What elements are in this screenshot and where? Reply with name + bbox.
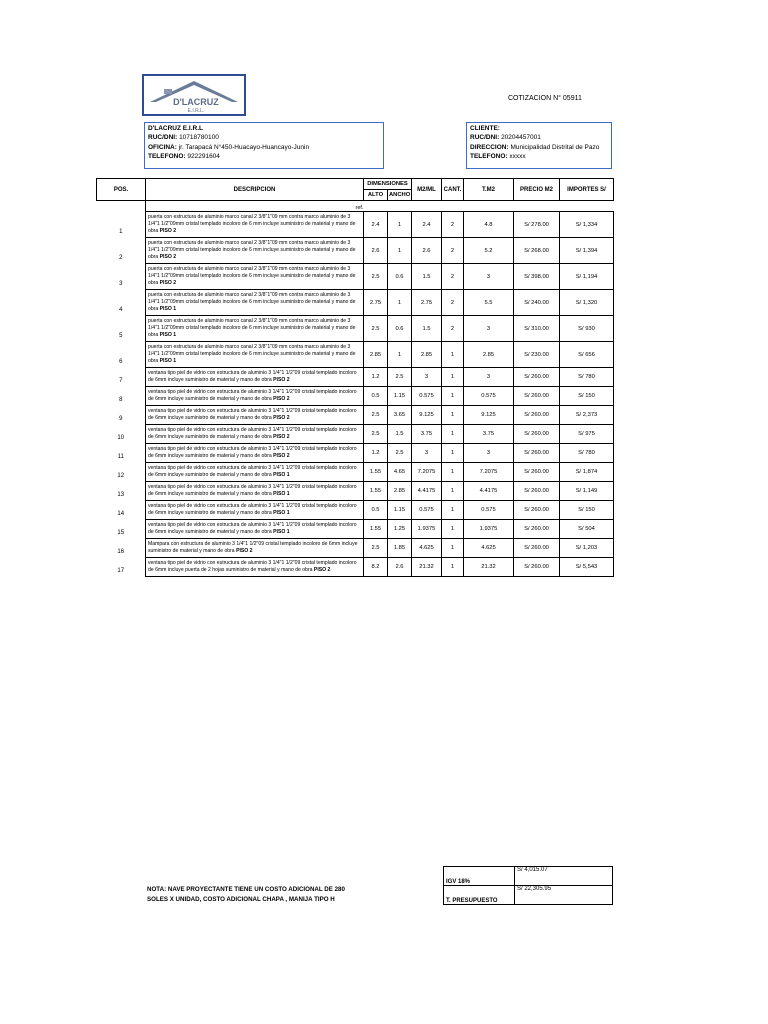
- row-pos: 11: [97, 444, 146, 463]
- row-importe: S/ 150: [560, 387, 614, 406]
- row-cant: 1: [442, 520, 464, 539]
- row-ancho: 1.15: [388, 501, 412, 520]
- row-ancho: 4.65: [388, 463, 412, 482]
- row-description: [146, 290, 364, 316]
- row-tm2: 3: [464, 368, 514, 387]
- row-tm2: 3: [464, 444, 514, 463]
- row-precio-m2: S/ 260.00: [514, 482, 560, 501]
- table-row: [97, 444, 614, 463]
- igv-label: IGV 18%: [444, 867, 515, 886]
- row-pos: 4: [97, 290, 146, 316]
- row-cant: 2: [442, 264, 464, 290]
- row-ancho: 1: [388, 238, 412, 264]
- row-m2ml: 3.75: [412, 425, 442, 444]
- client-phone: xxxxx: [509, 153, 526, 161]
- row-pos: 16: [97, 539, 146, 558]
- row-description: [146, 539, 364, 558]
- client-phone-label: TELEFONO:: [470, 153, 508, 161]
- row-floor-label: PISO 2: [159, 228, 177, 234]
- row-floor-label: PISO 2: [273, 434, 290, 440]
- row-m2ml: 1.9375: [412, 520, 442, 539]
- total-label: T. PRESUPUESTO: [444, 886, 515, 905]
- row-importe: S/ 1,334: [560, 212, 614, 238]
- row-cant: 1: [442, 482, 464, 501]
- row-floor-label: PISO 2: [236, 548, 253, 554]
- table-row: [97, 368, 614, 387]
- table-row: [97, 482, 614, 501]
- row-description-text: ventana tipo piel de vidrio con estructura de aluminio 3 1/4"1 1/2"09 cristal templado incoloro de 6mm incluye suministro de material y mano de obra: [148, 503, 357, 516]
- quote-number: COTIZACION N° 05911: [508, 95, 582, 102]
- row-precio-m2: S/ 260.00: [514, 501, 560, 520]
- row-floor-label: PISO 1: [273, 491, 290, 497]
- row-precio-m2: S/ 260.00: [514, 520, 560, 539]
- row-m2ml: 2.4: [412, 212, 442, 238]
- row-description-text: ventana tipo piel de vidrio con estructura de aluminio 3 1/4"1 1/2"09 cristal templado incoloro de 6mm incluye suministro de material y mano de obra: [148, 484, 357, 497]
- row-importe: S/ 1,203: [560, 539, 614, 558]
- row-m2ml: 0.575: [412, 501, 442, 520]
- row-pos: 14: [97, 501, 146, 520]
- client-address: Municipalidad Distrital de Pazo: [510, 143, 600, 151]
- row-pos: 8: [97, 387, 146, 406]
- row-precio-m2: S/ 230.00: [514, 342, 560, 368]
- row-cant: 2: [442, 290, 464, 316]
- row-alto: 2.5: [364, 406, 388, 425]
- row-floor-label: PISO 1: [273, 510, 290, 516]
- company-office: jr. Tarapacá N°450-Huacayo-Huancayo-Junin: [178, 143, 310, 151]
- row-precio-m2: S/ 268.00: [514, 238, 560, 264]
- client-ruc-label: RUC/DNI:: [470, 134, 500, 142]
- row-m2ml: 2.6: [412, 238, 442, 264]
- row-tm2: 3: [464, 264, 514, 290]
- row-tm2: 4.4175: [464, 482, 514, 501]
- table-row: [97, 264, 614, 290]
- row-cant: 1: [442, 539, 464, 558]
- row-cant: 1: [442, 501, 464, 520]
- row-pos: 15: [97, 520, 146, 539]
- client-title: CLIENTE:: [470, 125, 500, 132]
- row-description-text: ventana tipo piel de vidrio con estructura de aluminio 3 1/4"1 1/2"09 cristal templado incoloro de 6mm incluye suministro de material y mano de obra: [148, 389, 357, 402]
- row-description: [146, 406, 364, 425]
- table-row: [97, 290, 614, 316]
- row-ancho: 1.5: [388, 425, 412, 444]
- row-precio-m2: S/ 310.00: [514, 316, 560, 342]
- row-tm2: 5.2: [464, 238, 514, 264]
- row-alto: 1.2: [364, 444, 388, 463]
- row-description: [146, 264, 364, 290]
- row-ancho: 1.85: [388, 539, 412, 558]
- row-floor-label: PISO 2: [159, 280, 177, 286]
- row-pos: 2: [97, 238, 146, 264]
- items-table: [96, 178, 614, 577]
- row-alto: 2.4: [364, 212, 388, 238]
- client-address-label: DIRECCION:: [470, 143, 509, 151]
- row-tm2: 0.575: [464, 501, 514, 520]
- row-importe: S/ 780: [560, 444, 614, 463]
- row-tm2: 5.5: [464, 290, 514, 316]
- row-cant: 1: [442, 425, 464, 444]
- row-pos: 1: [97, 212, 146, 238]
- row-m2ml: 2.85: [412, 342, 442, 368]
- row-m2ml: 9.125: [412, 406, 442, 425]
- row-ancho: 0.6: [388, 264, 412, 290]
- row-m2ml: 2.75: [412, 290, 442, 316]
- row-description: [146, 387, 364, 406]
- row-importe: S/ 1,394: [560, 238, 614, 264]
- row-importe: S/ 1,874: [560, 463, 614, 482]
- row-tm2: 0.575: [464, 387, 514, 406]
- row-description: [146, 368, 364, 387]
- row-description: [146, 238, 364, 264]
- row-floor-label: PISO 2: [273, 377, 290, 383]
- row-ancho: 1.25: [388, 520, 412, 539]
- row-alto: 1.2: [364, 368, 388, 387]
- row-description-text: ventana tipo piel de vidrio con estructura de aluminio 3 1/4"1 1/2"09 cristal templado incoloro de 6mm incluye suministro de material y mano de obra: [148, 522, 357, 535]
- row-tm2: 3: [464, 316, 514, 342]
- header-m2ml: M2/ML: [412, 179, 442, 201]
- row-alto: 2.5: [364, 539, 388, 558]
- row-floor-label: PISO 1: [159, 332, 177, 338]
- row-ancho: 1: [388, 290, 412, 316]
- table-row: [97, 520, 614, 539]
- table-row: [97, 558, 614, 577]
- row-floor-label: PISO 2: [313, 567, 331, 573]
- row-importe: S/ 1,194: [560, 264, 614, 290]
- header-importes: IMPORTES S/: [560, 179, 614, 201]
- row-description-text: puerta con estructura de aluminio marco canal 2 3/8"1"09 mm contra marco aluminio de 3 1/4"1 1/2"09mm cristal templado incoloro de 6 mm incluye suministro de material y mano de obra: [148, 344, 356, 364]
- row-pos: 10: [97, 425, 146, 444]
- row-floor-label: PISO 1: [159, 358, 177, 364]
- row-alto: 2.75: [364, 290, 388, 316]
- row-precio-m2: S/ 260.00: [514, 387, 560, 406]
- row-alto: 2.6: [364, 238, 388, 264]
- row-ancho: 1.15: [388, 387, 412, 406]
- row-tm2: 9.125: [464, 406, 514, 425]
- row-cant: 1: [442, 406, 464, 425]
- row-description-text: Mampara con estructura de aluminio 3 1/4"1 1/2"09 cristal templado incoloro de 6mm incluye suministro de material y mano de obra: [148, 541, 358, 554]
- logo-subtext: E.I.R.L.: [187, 108, 205, 114]
- row-m2ml: 1.5: [412, 316, 442, 342]
- header-cant: CANT.: [442, 179, 464, 201]
- row-importe: S/ 1,149: [560, 482, 614, 501]
- row-importe: S/ 656: [560, 342, 614, 368]
- row-floor-label: PISO 2: [273, 453, 290, 459]
- row-cant: 1: [442, 342, 464, 368]
- row-precio-m2: S/ 260.00: [514, 368, 560, 387]
- header-descripcion: DESCRIPCION: [146, 179, 364, 201]
- row-m2ml: 21.32: [412, 558, 442, 577]
- table-row: [97, 539, 614, 558]
- row-m2ml: 4.4175: [412, 482, 442, 501]
- row-ancho: 2.5: [388, 444, 412, 463]
- row-description: [146, 463, 364, 482]
- row-tm2: 1.9375: [464, 520, 514, 539]
- row-precio-m2: S/ 240.00: [514, 290, 560, 316]
- row-tm2: 2.85: [464, 342, 514, 368]
- row-floor-label: PISO 1: [273, 529, 290, 535]
- table-row: [97, 463, 614, 482]
- table-row: [97, 425, 614, 444]
- row-description: [146, 558, 364, 577]
- row-m2ml: 3: [412, 368, 442, 387]
- row-alto: 1.55: [364, 482, 388, 501]
- row-description-text: puerta con estructura de aluminio marco canal 2 3/8"1"09 mm contra marco aluminio de 3 1/4"1 1/2"09mm cristal templado incoloro de 6 mm incluye suministro de material y mano de obra: [148, 214, 356, 234]
- row-alto: 2.5: [364, 425, 388, 444]
- row-importe: S/ 975: [560, 425, 614, 444]
- row-description: [146, 342, 364, 368]
- row-alto: 2.85: [364, 342, 388, 368]
- table-row: [97, 387, 614, 406]
- row-description-text: puerta con estructura de aluminio marco canal 2 3/8"1"09 mm contra marco aluminio de 3 1/4"1 1/2"09mm cristal templado incoloro de 6 mm incluye suministro de material y mano de obra: [148, 292, 356, 312]
- row-description: [146, 212, 364, 238]
- row-ancho: 0.6: [388, 316, 412, 342]
- row-tm2: 4.625: [464, 539, 514, 558]
- row-description: [146, 316, 364, 342]
- header-ancho: ANCHO: [388, 190, 412, 201]
- row-floor-label: PISO 2: [273, 415, 290, 421]
- table-row: [97, 501, 614, 520]
- row-importe: S/ 1,320: [560, 290, 614, 316]
- row-alto: 0.5: [364, 387, 388, 406]
- row-importe: S/ 150: [560, 501, 614, 520]
- company-ruc-label: RUC/DNI:: [148, 134, 178, 142]
- row-pos: 17: [97, 558, 146, 577]
- row-description: [146, 444, 364, 463]
- row-floor-label: PISO 1: [273, 472, 290, 478]
- row-precio-m2: S/ 260.00: [514, 425, 560, 444]
- row-description: [146, 425, 364, 444]
- row-pos: 12: [97, 463, 146, 482]
- row-importe: S/ 504: [560, 520, 614, 539]
- row-description-text: ventana tipo piel de vidrio con estructura de aluminio 3 1/4"1 1/2"09 cristal templado incoloro de 6mm incluye suministro de material y mano de obra: [148, 446, 357, 459]
- row-description-text: ventana tipo piel de vidrio con estructura de aluminio 3 1/4"1 1/2"09 cristal templado incoloro de 6mm incluye suministro de material y mano de obra: [148, 465, 357, 478]
- row-description-text: ventana tipo piel de vidrio con estructura de aluminio 3 1/4"1 1/2"09 cristal templado incoloro de 6mm incluye suministro de material y mano de obra: [148, 370, 357, 383]
- row-cant: 1: [442, 463, 464, 482]
- row-description: [146, 501, 364, 520]
- row-pos: 9: [97, 406, 146, 425]
- row-alto: 0.5: [364, 501, 388, 520]
- row-floor-label: PISO 1: [159, 306, 177, 312]
- row-precio-m2: S/ 260.00: [514, 406, 560, 425]
- table-row: [97, 212, 614, 238]
- row-alto: 2.5: [364, 316, 388, 342]
- row-floor-label: PISO 2: [273, 396, 290, 402]
- row-cant: 2: [442, 212, 464, 238]
- table-row: [97, 342, 614, 368]
- row-ancho: 3.65: [388, 406, 412, 425]
- row-description-text: puerta con estructura de aluminio marco canal 2 3/8"1"09 mm contra marco aluminio de 3 1/4"1 1/2"09mm cristal templado incoloro de 6 mm incluye suministro de material y mano de obra: [148, 240, 356, 260]
- total-value: S/ 22,305.95: [515, 886, 613, 905]
- totals-table: [443, 866, 613, 905]
- row-tm2: 4.8: [464, 212, 514, 238]
- igv-value: S/ 4,015.07: [515, 867, 613, 886]
- company-name: D'LACRUZ E.I.R.L: [148, 125, 203, 132]
- row-alto: 1.55: [364, 520, 388, 539]
- row-tm2: 3.75: [464, 425, 514, 444]
- row-precio-m2: S/ 260.00: [514, 444, 560, 463]
- ref-label: ref.: [146, 201, 364, 212]
- row-alto: 1.55: [364, 463, 388, 482]
- table-row: [97, 316, 614, 342]
- header-pos: POS.: [97, 179, 146, 201]
- row-importe: S/ 930: [560, 316, 614, 342]
- row-pos: 3: [97, 264, 146, 290]
- row-description: [146, 520, 364, 539]
- row-m2ml: 3: [412, 444, 442, 463]
- client-info-box: [466, 122, 612, 169]
- row-precio-m2: S/ 278.00: [514, 212, 560, 238]
- row-floor-label: PISO 2: [159, 254, 177, 260]
- table-row: [97, 238, 614, 264]
- row-alto: 2.5: [364, 264, 388, 290]
- row-description-text: ventana tipo piel de vidrio con estructura de aluminio 3 1/4"1 1/2"09 cristal templado incoloro de 6mm incluye suministro de material y mano de obra: [148, 408, 357, 421]
- company-phone: 922291604: [187, 153, 220, 161]
- row-precio-m2: S/ 260.00: [514, 558, 560, 577]
- row-description-text: ventana tipo piel de vidrio con estructura de aluminio 3 1/4"1 1/2"09 cristal templado incoloro de 6mm incluye suministro de material y mano de obra: [148, 427, 357, 440]
- row-cant: 1: [442, 387, 464, 406]
- row-pos: 5: [97, 316, 146, 342]
- client-ruc: 20204457001: [501, 134, 541, 142]
- row-ancho: 2.5: [388, 368, 412, 387]
- row-cant: 1: [442, 444, 464, 463]
- company-info-box: [144, 122, 384, 169]
- row-ancho: 1: [388, 342, 412, 368]
- row-importe: S/ 780: [560, 368, 614, 387]
- row-m2ml: 1.5: [412, 264, 442, 290]
- header-precio-m2: PRECIO M2: [514, 179, 560, 201]
- row-m2ml: 0.575: [412, 387, 442, 406]
- note-text: NOTA: NAVE PROYECTANTE TIENE UN COSTO ADICIONAL DE 280 SOLES X UNIDAD, COSTO ADICIONAL CHAPA , MANIJA TIPO H: [147, 886, 345, 903]
- row-pos: 7: [97, 368, 146, 387]
- company-logo: [142, 74, 246, 116]
- row-precio-m2: S/ 260.00: [514, 463, 560, 482]
- table-row: [97, 406, 614, 425]
- row-ancho: 2.85: [388, 482, 412, 501]
- row-precio-m2: S/ 398.00: [514, 264, 560, 290]
- header-dimensiones: DIMENSIONES: [364, 179, 412, 190]
- row-cant: 2: [442, 316, 464, 342]
- row-alto: 8.2: [364, 558, 388, 577]
- row-pos: 6: [97, 342, 146, 368]
- row-description-text: ventana tipo piel de vidrio con estructura de aluminio 3 1/4"1 1/2"09 cristal templado incoloro de 6mm incluye puerta de 2 hojas suministro de material y mano de obra: [148, 560, 357, 573]
- company-ruc: 10718780100: [179, 134, 219, 142]
- row-ancho: 1: [388, 212, 412, 238]
- logo-text: D'LACRUZ: [173, 97, 219, 107]
- row-cant: 1: [442, 368, 464, 387]
- row-importe: S/ 5,543: [560, 558, 614, 577]
- row-tm2: 21.32: [464, 558, 514, 577]
- row-pos: 13: [97, 482, 146, 501]
- row-description-text: puerta con estructura de aluminio marco canal 2 3/8"1"09 mm contra marco aluminio de 3 1/4"1 1/2"09mm cristal templado incoloro de 6 mm incluye suministro de material y mano de obra: [148, 266, 356, 286]
- company-office-label: OFICINA:: [148, 143, 177, 151]
- company-phone-label: TELEFONO:: [148, 153, 186, 161]
- row-ancho: 2.6: [388, 558, 412, 577]
- row-cant: 1: [442, 558, 464, 577]
- row-description: [146, 482, 364, 501]
- header-alto: ALTO: [364, 190, 388, 201]
- row-m2ml: 4.625: [412, 539, 442, 558]
- row-m2ml: 7.2075: [412, 463, 442, 482]
- row-precio-m2: S/ 260.00: [514, 539, 560, 558]
- row-importe: S/ 2,373: [560, 406, 614, 425]
- row-cant: 2: [442, 238, 464, 264]
- row-tm2: 7.2075: [464, 463, 514, 482]
- header-tm2: T.M2: [464, 179, 514, 201]
- row-description-text: puerta con estructura de aluminio marco canal 2 3/8"1"09 mm contra marco aluminio de 3 1/4"1 1/2"09mm cristal templado incoloro de 6 mm incluye suministro de material y mano de obra: [148, 318, 356, 338]
